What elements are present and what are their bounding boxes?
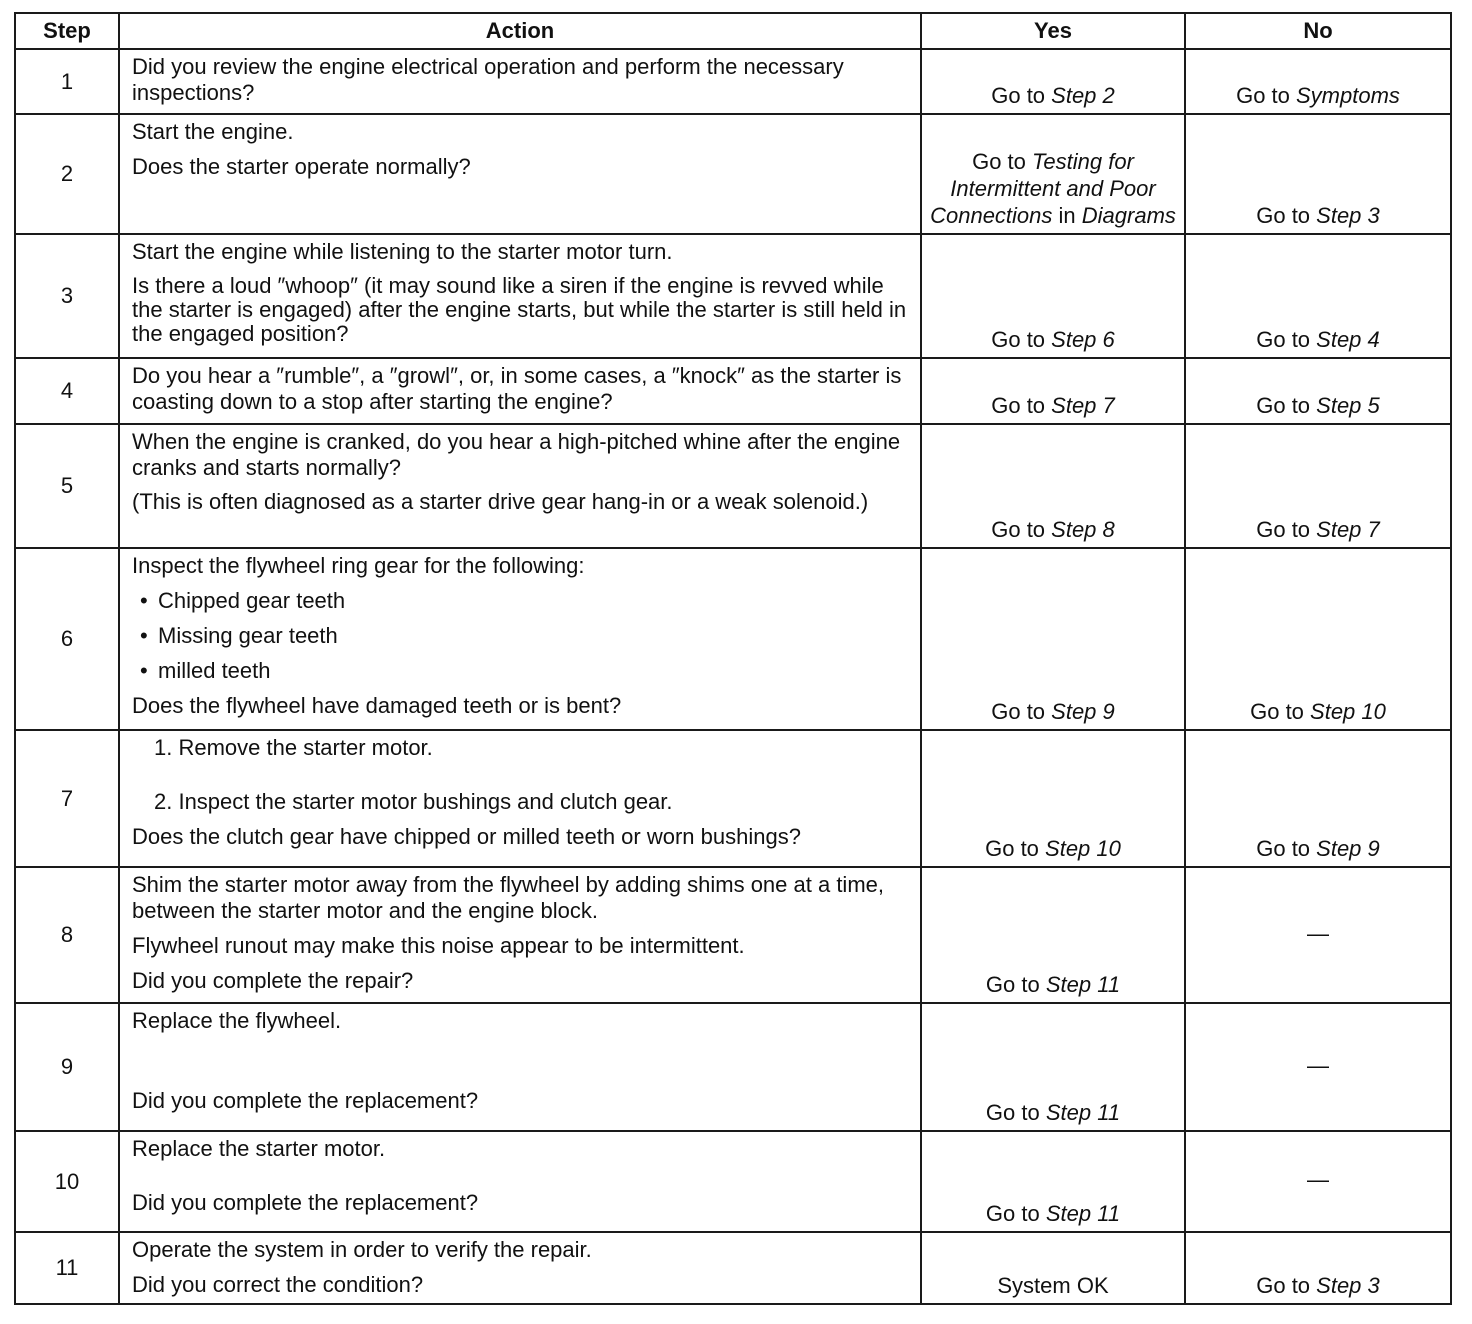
action-cell xyxy=(119,867,921,1003)
action-text: Start the engine. xyxy=(132,119,294,144)
no-cell: Go to Step 9 xyxy=(1185,730,1451,867)
yes-cell: Go to Step 8 xyxy=(921,424,1185,548)
step-number: 9 xyxy=(15,1003,119,1131)
action-cell xyxy=(119,1131,921,1232)
action-cell xyxy=(119,1003,921,1131)
header-action: Action xyxy=(119,13,921,49)
action-cell xyxy=(119,424,921,548)
table-row xyxy=(15,548,1451,730)
action-question: Did you complete the replacement? xyxy=(132,1190,479,1215)
step-reference: Step 7 xyxy=(1051,393,1115,418)
action-text: Replace the flywheel. xyxy=(132,1008,342,1033)
action-question: Does the starter operate normally? xyxy=(132,154,471,179)
table-row xyxy=(15,49,1451,114)
action-question: Does the flywheel have damaged teeth or is bent? xyxy=(132,693,622,718)
bullet-item: • Missing gear teeth xyxy=(132,623,910,649)
action-text: Replace the starter motor. xyxy=(132,1136,386,1161)
header-yes: Yes xyxy=(921,13,1185,49)
step-number: 5 xyxy=(15,424,119,548)
action-question: Did you complete the repair? xyxy=(132,968,414,993)
no-cell: Go to Symptoms xyxy=(1185,49,1451,114)
numbered-item: 1. Remove the starter motor. xyxy=(154,735,433,760)
step-number: 7 xyxy=(15,730,119,867)
action-text: Start the engine while listening to the starter motor turn. xyxy=(132,239,673,264)
step-reference: Step 10 xyxy=(1310,699,1386,724)
no-cell: Go to Step 7 xyxy=(1185,424,1451,548)
table-row xyxy=(15,424,1451,548)
table-row xyxy=(15,1232,1451,1304)
no-cell: — xyxy=(1185,1003,1451,1131)
step-number: 2 xyxy=(15,114,119,234)
step-reference: Step 8 xyxy=(1051,517,1115,542)
yes-cell: Go to Step 2 xyxy=(921,49,1185,114)
action-cell xyxy=(119,234,921,358)
step-number: 10 xyxy=(15,1131,119,1232)
diagnostic-table xyxy=(14,12,1452,1305)
step-reference: Step 2 xyxy=(1051,83,1115,108)
step-number: 8 xyxy=(15,867,119,1003)
no-cell: Go to Step 5 xyxy=(1185,358,1451,424)
action-question: Did you correct the condition? xyxy=(132,1272,424,1297)
table-row xyxy=(15,1003,1451,1131)
yes-cell: Go to Step 11 xyxy=(921,1131,1185,1232)
no-cell: Go to Step 4 xyxy=(1185,234,1451,358)
yes-cell: Go to Step 6 xyxy=(921,234,1185,358)
bullet-item: • Chipped gear teeth xyxy=(132,588,910,614)
no-cell: Go to Step 10 xyxy=(1185,548,1451,730)
header-row xyxy=(15,13,1451,49)
step-reference: Symptoms xyxy=(1296,83,1400,108)
step-number: 3 xyxy=(15,234,119,358)
action-cell xyxy=(119,548,921,730)
step-reference: Step 7 xyxy=(1316,517,1380,542)
action-question: When the engine is cranked, do you hear a high-pitched whine after the engine cranks and starts normally? xyxy=(132,429,901,480)
table-row xyxy=(15,234,1451,358)
action-question: Does the clutch gear have chipped or milled teeth or worn bushings? xyxy=(132,824,801,849)
step-reference: Step 9 xyxy=(1051,699,1115,724)
action-text: Operate the system in order to verify the repair. xyxy=(132,1237,592,1262)
no-cell: Go to Step 3 xyxy=(1185,114,1451,234)
yes-cell: Go to Step 11 xyxy=(921,1003,1185,1131)
no-cell: Go to Step 3 xyxy=(1185,1232,1451,1304)
table-row xyxy=(15,114,1451,234)
step-reference: Step 11 xyxy=(1045,1100,1121,1125)
yes-cell: Go to Step 11 xyxy=(921,867,1185,1003)
step-number: 4 xyxy=(15,358,119,424)
table-row xyxy=(15,867,1451,1003)
step-reference: Step 6 xyxy=(1051,327,1115,352)
yes-cell: System OK xyxy=(921,1232,1185,1304)
step-reference: Step 3 xyxy=(1316,1273,1380,1298)
table-row xyxy=(15,1131,1451,1232)
action-question: Is there a loud ″whoop″ (it may sound like a siren if the engine is revved while the starter is engaged) after the engine starts, but while the starter is still held in the engaged position? xyxy=(132,273,907,346)
header-step: Step xyxy=(15,13,119,49)
step-reference: Step 9 xyxy=(1316,836,1380,861)
step-number: 6 xyxy=(15,548,119,730)
header-no: No xyxy=(1185,13,1451,49)
table-row xyxy=(15,730,1451,867)
step-reference: Step 4 xyxy=(1316,327,1380,352)
no-cell: — xyxy=(1185,1131,1451,1232)
action-text: Did you review the engine electrical operation and perform the necessary inspections? xyxy=(132,54,844,105)
bullet-item: • milled teeth xyxy=(132,658,910,684)
numbered-item: 2. Inspect the starter motor bushings and clutch gear. xyxy=(154,789,673,814)
yes-cell: Go to Testing for Intermittent and Poor Connections in Diagrams xyxy=(921,114,1185,234)
step-reference: Step 5 xyxy=(1316,393,1380,418)
action-text: Inspect the flywheel ring gear for the following: xyxy=(132,553,585,578)
section-reference: Diagrams xyxy=(1081,203,1176,228)
action-note: (This is often diagnosed as a starter drive gear hang-in or a weak solenoid.) xyxy=(132,489,869,514)
action-question: Did you complete the replacement? xyxy=(132,1088,479,1113)
action-note: Flywheel runout may make this noise appear to be intermittent. xyxy=(132,933,745,958)
yes-cell: Go to Step 9 xyxy=(921,548,1185,730)
step-number: 11 xyxy=(15,1232,119,1304)
table-row xyxy=(15,358,1451,424)
step-reference: Step 11 xyxy=(1045,972,1121,997)
section-reference: Testing for Intermittent and Poor Connections xyxy=(930,149,1156,228)
step-reference: Step 11 xyxy=(1045,1201,1121,1226)
yes-cell: Go to Step 10 xyxy=(921,730,1185,867)
action-question: Do you hear a ″rumble″, a ″growl″, or, in some cases, a ″knock″ as the starter is coasting down to a stop after starting the engine? xyxy=(132,363,902,414)
step-reference: Step 3 xyxy=(1316,203,1380,228)
step-reference: Step 10 xyxy=(1045,836,1121,861)
action-text: Shim the starter motor away from the flywheel by adding shims one at a time, between the starter motor and the engine block. xyxy=(132,872,884,923)
action-cell xyxy=(119,358,921,424)
step-number: 1 xyxy=(15,49,119,114)
yes-cell: Go to Step 7 xyxy=(921,358,1185,424)
action-cell xyxy=(119,49,921,114)
action-cell xyxy=(119,1232,921,1304)
action-cell xyxy=(119,114,921,234)
action-cell xyxy=(119,730,921,867)
no-cell: — xyxy=(1185,867,1451,1003)
